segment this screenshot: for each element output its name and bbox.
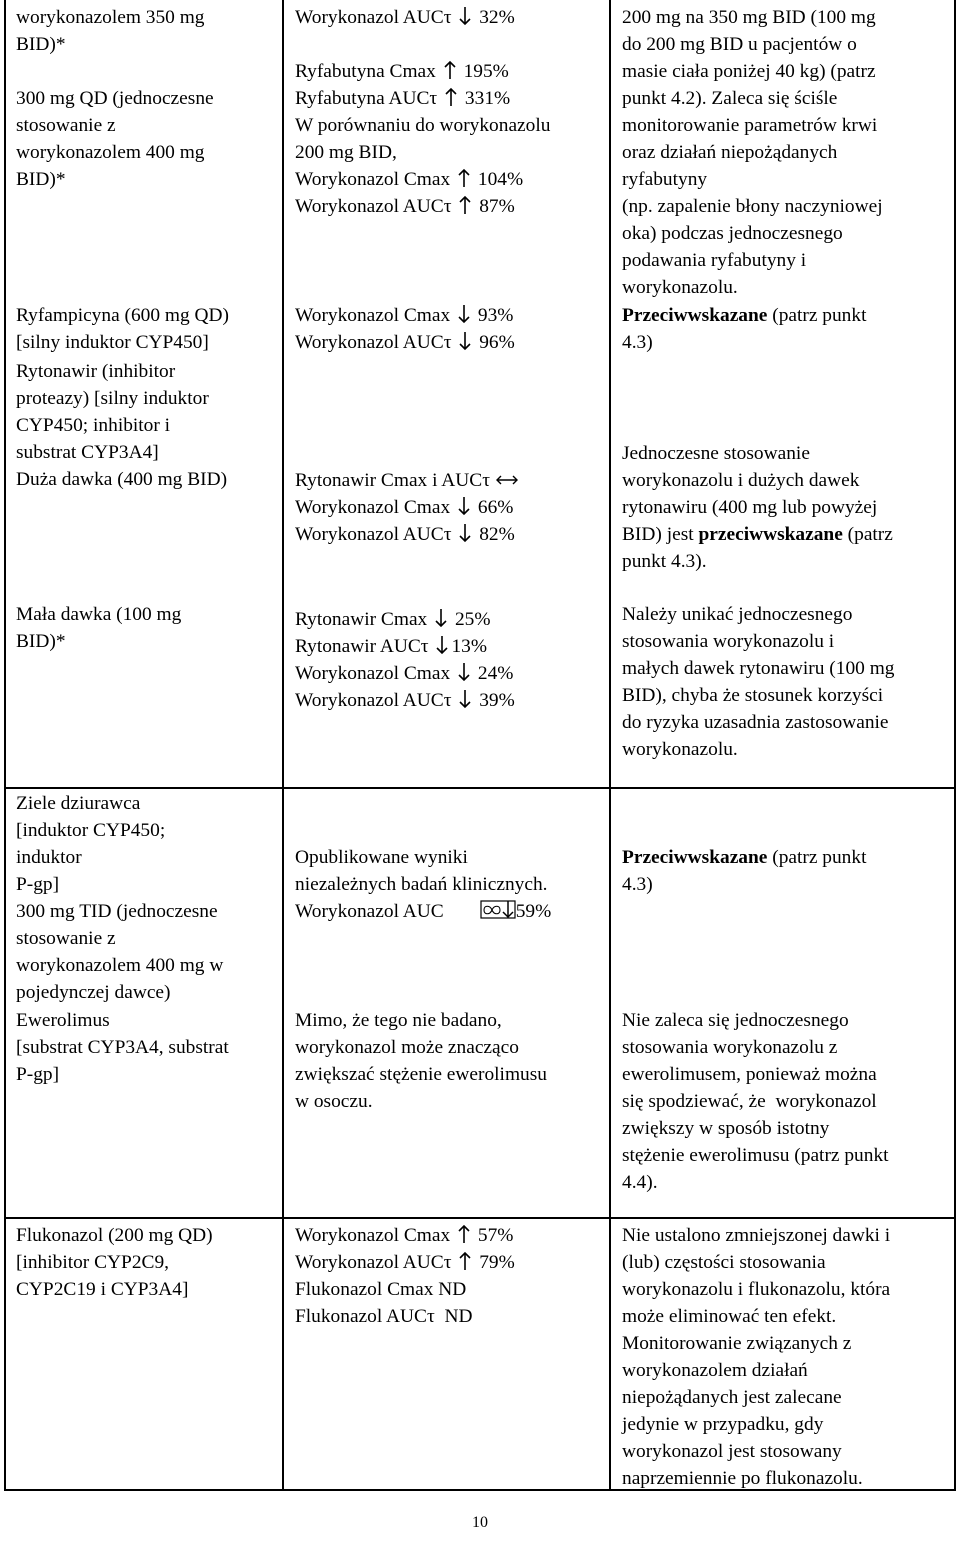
arrow-down-icon bbox=[432, 608, 450, 628]
arrow-down-icon bbox=[456, 523, 474, 543]
contraindicated-label: Przeciwwskazane bbox=[622, 847, 768, 868]
arrow-down-icon bbox=[456, 6, 474, 26]
effect-line: Rytonawir Cmax i AUCτ bbox=[295, 467, 519, 494]
row4-recommendation-cell: Należy unikać jednoczesnego stosowania worykonazolu i małych dawek rytonawiru (100 mg BID), chyba że stosunek korzyści do ryzyka uzasadnia zastosowanie worykonazolu. bbox=[622, 604, 895, 760]
row6-recommendation-cell: Nie zaleca się jednoczesnego stosowania worykonazolu z ewerolimusem, ponieważ można się spodziewać, że worykonazol zwiększy w sposób istotny stężenie ewerolimusu (patrz punkt 4.4). bbox=[622, 1010, 889, 1193]
row6-effect-cell: Mimo, że tego nie badano, worykonazol może znacząco zwiększać stężenie ewerolimusu w osoczu. bbox=[295, 1010, 547, 1112]
arrow-down-icon bbox=[456, 331, 474, 351]
row2-effect-cell bbox=[295, 302, 515, 356]
effect-line: Worykonazol AUCτ 96% bbox=[295, 332, 515, 353]
row5-recommendation-cell: Przeciwwskazane (patrz punkt 4.3) bbox=[622, 847, 867, 895]
arrow-up-icon bbox=[455, 1224, 473, 1244]
arrow-up-icon bbox=[442, 87, 460, 107]
contraindicated-label: Przeciwwskazane bbox=[622, 305, 768, 326]
column-divider-1 bbox=[282, 0, 284, 1491]
effect-line: Worykonazol AUCτ 79% bbox=[295, 1252, 515, 1273]
row-divider bbox=[4, 787, 956, 789]
arrow-up-icon bbox=[456, 1251, 474, 1271]
row5-effect-cell: Opublikowane wyniki niezależnych badań klinicznych. Worykonazol AUC 59% bbox=[295, 844, 551, 925]
effect-line: Ryfabutyna AUCτ 331% bbox=[295, 88, 511, 109]
effect-line: Worykonazol Cmax 24% bbox=[295, 663, 514, 684]
row1-effect-cell: Worykonazol AUCτ 32% Ryfabutyna Cmax 195% Ryfabutyna AUCτ 331% W porównaniu do worykonazolu 200 mg BID, Worykonazol Cmax 104% Worykonazol AUCτ 87% bbox=[295, 4, 550, 220]
arrow-down-icon bbox=[433, 635, 451, 655]
contraindicated-label: przeciwwskazane bbox=[698, 524, 843, 545]
row7-effect-cell: Worykonazol Cmax 57% Worykonazol AUCτ 79% Flukonazol Cmax ND Flukonazol AUCτ ND bbox=[295, 1222, 515, 1330]
row-divider bbox=[4, 1217, 956, 1219]
row3-recommendation-cell: Jednoczesne stosowanie worykonazolu i dużych dawek rytonawiru (400 mg lub powyżej BID) jest przeciwwskazane (patrz punkt 4.3). bbox=[622, 443, 893, 572]
row2-recommendation-cell: Przeciwwskazane (patrz punkt 4.3) bbox=[622, 305, 867, 353]
effect-line: Worykonazol AUC 59% bbox=[295, 898, 551, 925]
row7-drug-cell: Flukonazol (200 mg QD) [inhibitor CYP2C9, CYP2C19 i CYP3A4] bbox=[16, 1225, 213, 1300]
row4-drug-cell: Mała dawka (100 mg BID)* bbox=[16, 604, 182, 652]
effect-line: Ryfabutyna Cmax 195% bbox=[295, 61, 509, 82]
row6-drug-cell: Ewerolimus [substrat CYP3A4, substrat P-gp] bbox=[16, 1010, 229, 1085]
effect-line: Worykonazol AUCτ 87% bbox=[295, 196, 515, 217]
row4-effect-cell bbox=[295, 606, 515, 714]
arrow-down-icon bbox=[455, 662, 473, 682]
effect-line: Worykonazol AUCτ 32% bbox=[295, 7, 515, 28]
infinity-arrow-down-icon bbox=[480, 898, 516, 918]
arrow-both-icon bbox=[495, 469, 519, 489]
effect-line: Rytonawir AUCτ 13% bbox=[295, 636, 487, 657]
effect-line: Worykonazol Cmax 66% bbox=[295, 497, 514, 518]
column-divider-2 bbox=[609, 0, 611, 1491]
arrow-down-icon bbox=[456, 689, 474, 709]
arrow-up-icon bbox=[455, 168, 473, 188]
row3-drug-cell: Rytonawir (inhibitor proteazy) [silny induktor CYP450; inhibitor i substrat CYP3A4] Duża dawka (400 mg BID) bbox=[16, 361, 228, 490]
effect-line: Worykonazol AUCτ 82% bbox=[295, 524, 515, 545]
arrow-down-icon bbox=[455, 304, 473, 324]
row2-drug-cell: Ryfampicyna (600 mg QD) [silny induktor CYP450] bbox=[16, 305, 230, 353]
arrow-up-icon bbox=[441, 60, 459, 80]
effect-line: Worykonazol Cmax 93% bbox=[295, 305, 514, 326]
arrow-up-icon bbox=[456, 195, 474, 215]
effect-line: Rytonawir Cmax 25% bbox=[295, 609, 491, 630]
page-number: 10 bbox=[472, 1514, 488, 1531]
row5-drug-cell: Ziele dziurawca [induktor CYP450; induktor P-gp] 300 mg TID (jednoczesne stosowanie z worykonazolem 400 mg w pojedynczej dawce) bbox=[16, 793, 224, 1003]
row3-effect-cell bbox=[295, 467, 519, 548]
effect-line: Worykonazol Cmax 104% bbox=[295, 169, 524, 190]
row7-recommendation-cell: Nie ustalono zmniejszonej dawki i (lub) częstości stosowania worykonazolu i flukonazolu, która może eliminować ten efekt. Monitorowanie związanych z worykonazolem działań niepożądanych jest zalecane jedynie w przypadku, gdy worykonazol jest stosowany naprzemiennie po flukonazolu. bbox=[622, 1225, 891, 1489]
arrow-down-icon bbox=[455, 496, 473, 516]
row1-drug-cell: worykonazolem 350 mg BID)* 300 mg QD (jednoczesne stosowanie z worykonazolem 400 mg BID)* bbox=[16, 7, 214, 190]
effect-line: Worykonazol AUCτ 39% bbox=[295, 690, 515, 711]
effect-line: Worykonazol Cmax 57% bbox=[295, 1225, 514, 1246]
row1-recommendation-cell: 200 mg na 350 mg BID (100 mg do 200 mg BID u pacjentów o masie ciała poniżej 40 kg) (patrz punkt 4.2). Zaleca się ściśle monitorowanie parametrów krwi oraz działań niepożądanych ryfabutyny (np. zapalenie błony naczyniowej oka) podczas jednoczesnego podawania ryfabutyny i worykonazolu. bbox=[622, 7, 883, 298]
